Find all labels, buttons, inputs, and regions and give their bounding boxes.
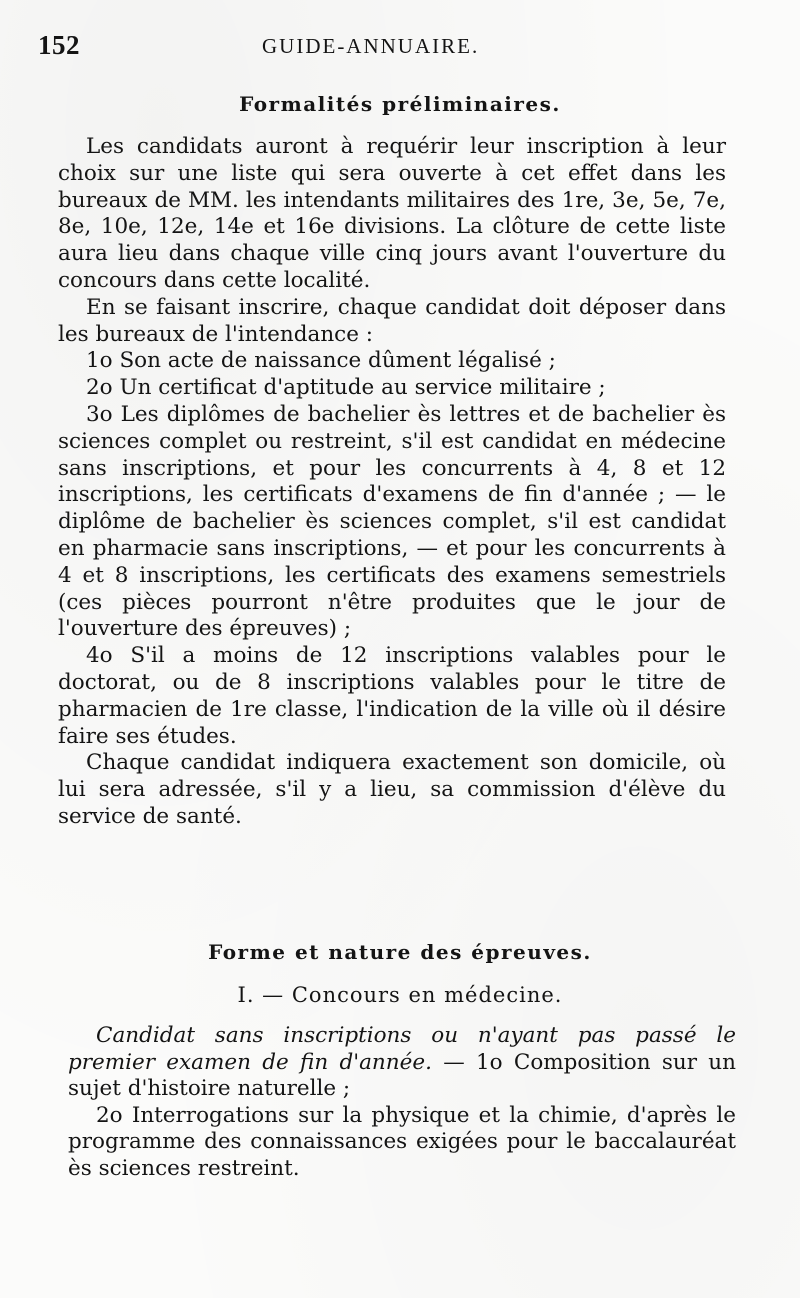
section-title-formalites: Formalités préliminaires. — [239, 92, 561, 116]
subsection-title-concours-medecine: I. — Concours en médecine. — [237, 983, 563, 1007]
paragraph: En se faisant inscrire, chaque candidat doit déposer dans les bureaux de l'intendance : — [58, 294, 726, 347]
paragraph: 2o Un certificat d'aptitude au service militaire ; — [86, 375, 606, 401]
paragraph: 3o Les diplômes de bachelier ès lettres et de bachelier ès sciences complet ou restreint, s'il est candidat en médecine sans inscriptions, et pour les concurrents à 4, 8 et 12 inscriptions, les certificats d'examens de fin d'année ; — le diplôme de bachelier ès sciences complet, s'il est candidat en pharmacie sans inscriptions, — et pour les concurrents à 4 et 8 inscriptions, les certificats des examens semestriels (ces pièces pourront n'être produites que le jour de l'ouverture des épreuves) ; — [58, 401, 726, 642]
page-number: 152 — [38, 30, 80, 60]
paragraph: 1o Son acte de naissance dûment légalisé ; — [86, 348, 556, 374]
paragraph-text: — 1o Composition sur un sujet d'histoire naturelle ; — [68, 1049, 736, 1101]
paragraph: 4o S'il a moins de 12 inscriptions valables pour le doctorat, ou de 8 inscriptions valables pour le titre de pharmacien de 1re classe, l'indication de la ville où il désire faire ses études. — [58, 643, 726, 749]
paragraph: Les candidats auront à requérir leur inscription à leur choix sur une liste qui sera ouverte à cet effet dans les bureaux de MM. les intendants militaires des 1re, 3e, 5e, 7e, 8e, 10e, 12e, 14e et 16e divisions. La clôture de cette liste aura lieu dans chaque ville cinq jours avant l'ouverture du concours dans cette localité. — [58, 134, 726, 293]
paragraph — [68, 1023, 736, 1103]
running-title: GUIDE-ANNUAIRE. — [262, 34, 480, 58]
paragraph: 2o Interrogations sur la physique et la chimie, d'après le programme des connaissances exigées pour le baccalauréat ès sciences restreint. — [68, 1102, 736, 1181]
paragraph: Chaque candidat indiquera exactement son domicile, où lui sera adressée, s'il y a lieu, sa commission d'élève du service de santé. — [58, 750, 726, 829]
section-title-forme-nature: Forme et nature des épreuves. — [208, 940, 592, 964]
section-1-body — [58, 134, 726, 831]
section-2-body — [68, 1023, 736, 1182]
page-header — [38, 30, 740, 64]
italic-lead: Candidat sans inscriptions ou n'ayant pas passé le premier examen de fin d'année. — [68, 1023, 736, 1075]
